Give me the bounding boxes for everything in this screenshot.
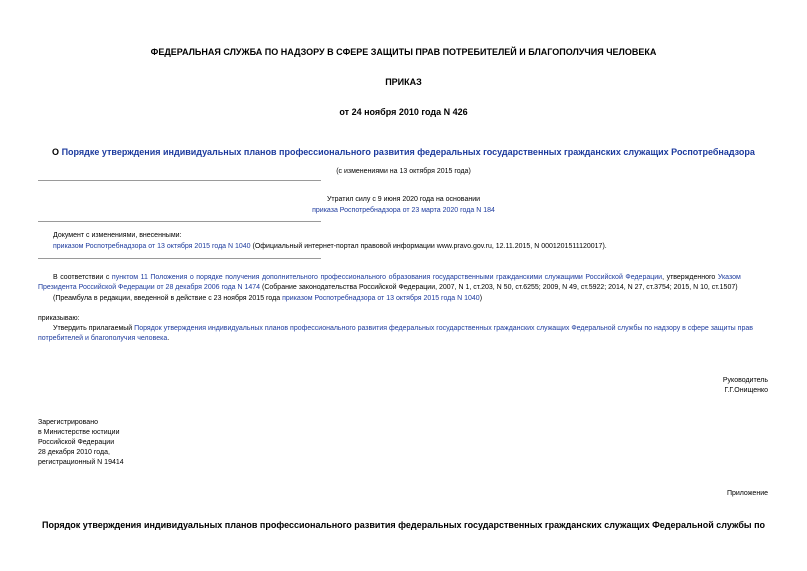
edition-text: (Преамбула в редакции, введенной в действие с 23 ноября 2015 года [53,295,283,302]
signature-position: Руководитель [722,377,768,384]
edition-end: ) [479,295,483,302]
invalidated-note: Утратил силу с 9 июня 2020 года на основании [326,196,481,203]
registration-line: Зарегистрировано [38,419,98,426]
preamble-text: В соответствии с [53,274,112,281]
agency-heading: ФЕДЕРАЛЬНАЯ СЛУЖБА ПО НАДЗОРУ В СФЕРЕ ЗАЩИТЫ ПРАВ ПОТРЕБИТЕЛЕЙ И БЛАГОПОЛУЧИЯ ЧЕЛОВЕКА [150,47,657,57]
regulation-link[interactable]: пунктом 11 Положения о порядке получения дополнительного профессионального образования государственными гражданскими служащими Российской Федерации [111,274,663,281]
document-title [0,146,807,158]
appendix-heading: Порядок утверждения индивидуальных планов профессионального развития федеральных государственных гражданских служащих Федеральной службы по [41,520,766,530]
order-text: Утвердить прилагаемый [53,325,135,332]
appendix-label: Приложение [726,490,768,497]
decree-link[interactable]: Указом [717,274,741,281]
title-link[interactable]: Порядке утверждения индивидуальных планов профессионального развития федеральных государственных гражданских служащих Роспотребнадзора [61,147,755,157]
invalidated-link[interactable]: приказа Роспотребнадзора от 23 марта 2020 года N 184 [312,207,495,214]
registration-line: в Министерстве юстиции [38,429,120,436]
changes-label: Документ с изменениями, внесенными: [53,232,182,239]
title-prefix: О [52,147,62,157]
decree-link-cont[interactable]: Президента Российской Федерации от 28 декабря 2006 года N 1474 [38,284,261,291]
amendments-note: (с изменениями на 13 октября 2015 года) [336,168,471,175]
prikazyvayu: приказываю: [38,315,80,322]
order-end: . [167,335,170,342]
procedure-link-cont[interactable]: потребителей и благополучия человека [38,335,168,342]
procedure-link[interactable]: Порядок утверждения индивидуальных планов профессионального развития федеральных государственных гражданских служащих Федеральной службы по надзору в сфере защиты прав [134,325,753,332]
divider [38,221,321,222]
registration-block [38,418,124,468]
divider [38,258,321,259]
order-line-1 [53,324,778,334]
preamble-line-2 [38,283,778,293]
preamble-edition [53,294,773,304]
preamble-text: (Собрание законодательства Российской Федерации, 2007, N 1, ст.203, N 50, ст.6255; 2009, N 49, ст.5922; 2014, N 27, ст.3754; 2015, N 10, ст.1507) [260,284,738,291]
preamble-text: , утвержденного [662,274,718,281]
signature-name: Г.Г.Онищенко [724,387,768,394]
date-number: от 24 ноября 2010 года N 426 [339,107,468,117]
registration-line: Российской Федерации [38,439,115,446]
edition-link[interactable]: приказом Роспотребнадзора от 13 октября 2015 года N 1040 [282,295,480,302]
changes-rest: (Официальный интернет-портал правовой информации www.pravo.gov.ru, 12.11.2015, N 0001201511120017). [250,243,607,250]
registration-line: 28 декабря 2010 года, [38,449,110,456]
changes-link[interactable]: приказом Роспотребнадзора от 13 октября 2015 года N 1040 [53,243,251,250]
doc-type-heading: ПРИКАЗ [385,77,422,87]
changes-line [53,242,793,252]
registration-line: регистрационный N 19414 [38,459,124,466]
order-line-2 [38,334,169,344]
divider [38,180,321,181]
preamble-line-1 [53,273,773,283]
